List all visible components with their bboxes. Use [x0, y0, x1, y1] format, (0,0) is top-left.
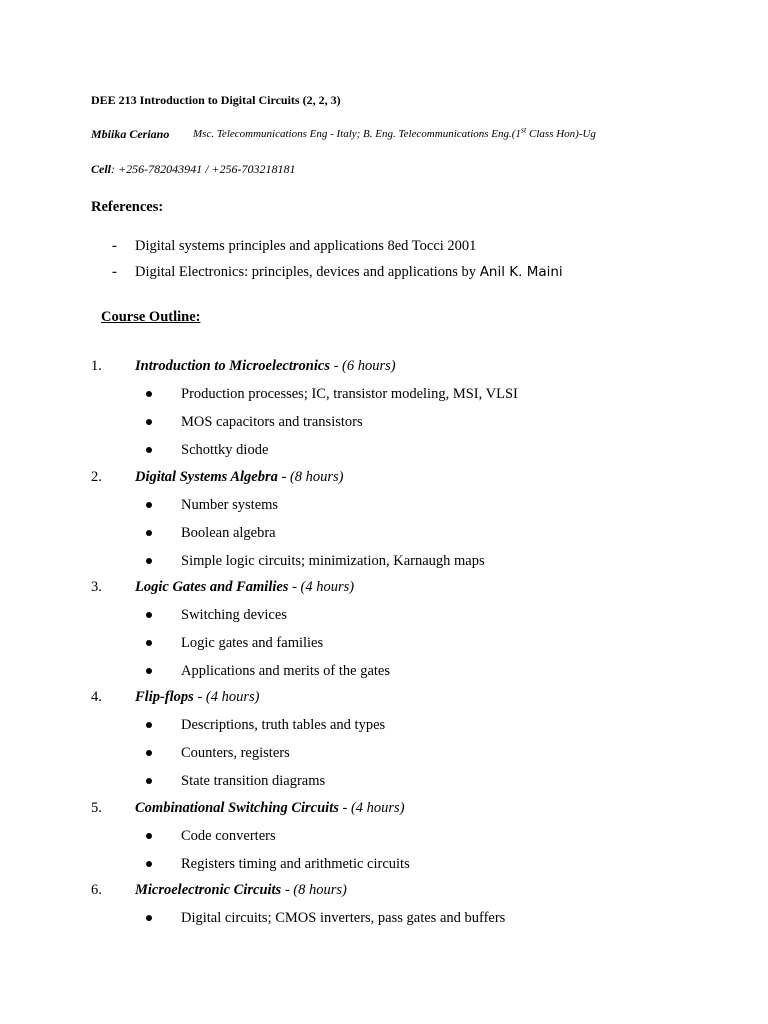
topic-item: Applications and merits of the gates	[181, 663, 390, 679]
cell-label: Cell	[91, 162, 111, 176]
topic-item: Descriptions, truth tables and types	[181, 717, 386, 733]
section-hours: - (4 hours)	[193, 689, 260, 705]
section-number: 4.	[91, 689, 102, 705]
reference-item	[112, 265, 117, 280]
topic-item: Code converters	[181, 828, 276, 844]
section-title: Flip-flops	[135, 689, 194, 705]
topic-item: Number systems	[181, 497, 279, 513]
section-hours: - (8 hours)	[281, 882, 347, 898]
reference-text: Digital systems principles and applications 8ed Tocci 2001	[135, 238, 477, 254]
bullet	[146, 447, 152, 453]
qualifications-text: Msc. Telecommunications Eng - Italy; B. Eng. Telecommunications Eng.(1	[193, 128, 521, 140]
reference-item	[112, 239, 117, 254]
qualifications-text-end: Class Hon)-Ug	[526, 128, 596, 140]
topic-item: Production processes; IC, transistor modeling, MSI, VLSI	[181, 386, 518, 402]
course-title: DEE 213 Introduction to Digital Circuits (2, 2, 3)	[91, 93, 341, 107]
reference-text	[135, 265, 563, 280]
list-dash: -	[112, 238, 117, 254]
bullet	[146, 861, 152, 867]
section-heading	[135, 580, 354, 595]
course-outline-heading: Course Outline:	[101, 309, 201, 325]
section-number: 6.	[91, 882, 102, 898]
bullet	[146, 722, 152, 728]
section-hours: - (4 hours)	[338, 800, 405, 816]
topic-item: Switching devices	[181, 607, 287, 623]
section-hours: - (4 hours)	[288, 579, 355, 595]
section-number: 3.	[91, 579, 102, 595]
topic-item: Simple logic circuits; minimization, Karnaugh maps	[181, 553, 485, 569]
qualifications-superscript: st	[520, 125, 527, 135]
section-heading	[135, 470, 344, 485]
bullet	[146, 915, 152, 921]
bullet	[146, 778, 152, 784]
bullet	[146, 558, 152, 564]
lecturer-name: Mbiika Ceriano	[91, 127, 170, 141]
bullet	[146, 502, 152, 508]
bullet	[146, 419, 152, 425]
section-number: 1.	[91, 358, 102, 374]
topic-item: State transition diagrams	[181, 773, 326, 789]
topic-item: Registers timing and arithmetic circuits	[181, 856, 410, 872]
section-title: Introduction to Microelectronics	[135, 358, 330, 374]
section-title: Logic Gates and Families	[135, 579, 289, 595]
topic-item: MOS capacitors and transistors	[181, 414, 363, 430]
bullet	[146, 640, 152, 646]
section-title: Combinational Switching Circuits	[135, 800, 339, 816]
bullet	[146, 530, 152, 536]
bullet	[146, 833, 152, 839]
section-number: 5.	[91, 800, 102, 816]
section-title: Digital Systems Algebra	[135, 469, 278, 485]
section-hours: - (8 hours)	[277, 469, 344, 485]
lecturer-qualifications	[193, 125, 596, 140]
bullet	[146, 612, 152, 618]
section-title: Microelectronic Circuits	[135, 882, 282, 898]
reference-author: Anil K. Maini	[479, 264, 563, 280]
topic-item: Schottky diode	[181, 442, 269, 458]
cell-line	[91, 163, 296, 175]
section-heading	[135, 801, 405, 816]
list-dash: -	[112, 264, 117, 280]
section-heading	[135, 883, 347, 898]
topic-item: Logic gates and families	[181, 635, 324, 651]
section-number: 2.	[91, 469, 102, 485]
topic-item: Digital circuits; CMOS inverters, pass gates and buffers	[181, 910, 506, 926]
topic-item: Boolean algebra	[181, 525, 276, 541]
references-heading: References:	[91, 199, 164, 215]
section-hours: - (6 hours)	[329, 358, 396, 374]
section-heading	[135, 359, 396, 374]
cell-numbers: : +256-782043941 / +256-703218181	[111, 162, 296, 176]
bullet	[146, 750, 152, 756]
bullet	[146, 668, 152, 674]
bullet	[146, 391, 152, 397]
reference-text-main: Digital Electronics: principles, devices and applications by	[135, 264, 480, 280]
topic-item: Counters, registers	[181, 745, 290, 761]
section-heading	[135, 690, 259, 705]
